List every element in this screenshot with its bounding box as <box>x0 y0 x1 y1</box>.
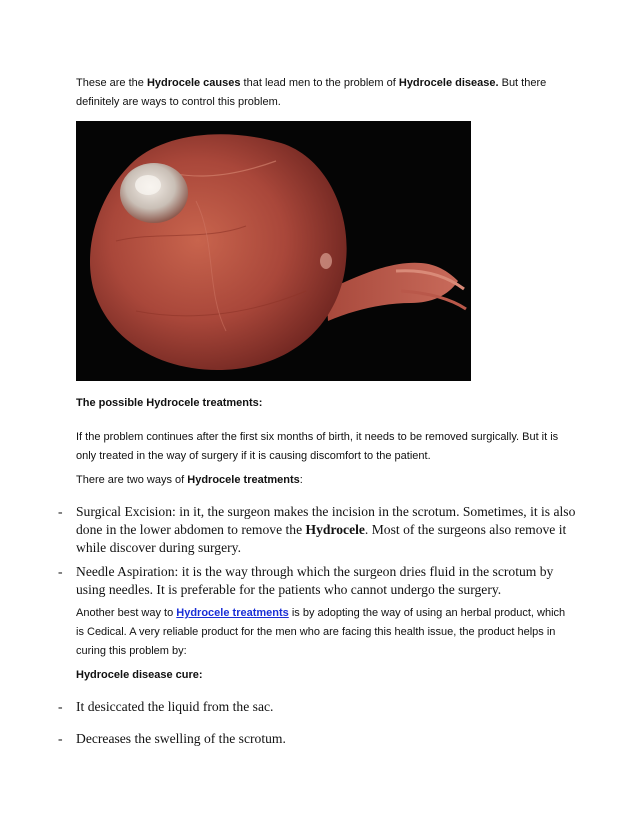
surgery-paragraph: If the problem continues after the first six months of birth, it needs to be removed surgically. But it is only treated in the way of surgery if it is causing discomfort to the patient. <box>76 431 559 462</box>
list-bullet: - <box>58 731 63 746</box>
list-bullet: - <box>58 699 63 714</box>
two-ways-paragraph: There are two ways of Hydrocele treatments: <box>76 474 303 486</box>
list-item-cure: Decreases the swelling of the scrotum. <box>76 731 286 746</box>
list-bullet: - <box>58 564 63 579</box>
herbal-product-paragraph: Another best way to Hydrocele treatments is by adopting the way of using an herbal product, which is Cedical. A very reliable product for the men who are facing this health issue, the product helps in curing this problem by: <box>76 607 566 657</box>
hydrocele-photo <box>76 121 471 381</box>
intro-paragraph: These are the Hydrocele causes that lead men to the problem of Hydrocele disease. But there definitely are ways to control this problem. <box>76 77 547 108</box>
treatments-heading: The possible Hydrocele treatments: <box>76 397 263 409</box>
hydrocele-treatments-link[interactable]: Hydrocele treatments <box>176 607 289 619</box>
list-bullet: - <box>58 504 63 519</box>
list-item-surgical-excision: Surgical Excision: in it, the surgeon makes the incision in the scrotum. Sometimes, it is also done in the lower abdomen to remove the Hydrocele. Most of the surgeons also remove it while discover during surgery. <box>76 504 576 555</box>
list-item-needle-aspiration: Needle Aspiration: it is the way through which the surgeon dries fluid in the scrotum by using needles. It is preferable for the patients who cannot undergo the surgery. <box>76 564 554 597</box>
hydrocele-specimen-image <box>76 121 471 381</box>
cure-heading: Hydrocele disease cure: <box>76 669 203 681</box>
list-item-cure: It desiccated the liquid from the sac. <box>76 699 274 714</box>
